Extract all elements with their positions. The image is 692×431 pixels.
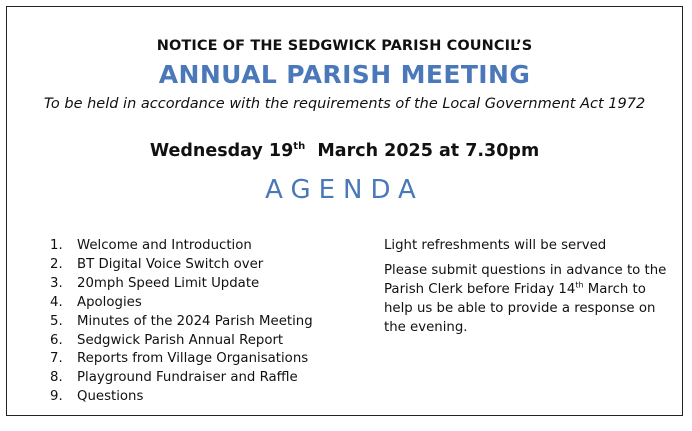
meeting-title: ANNUAL PARISH MEETING (158, 60, 531, 89)
questions-text-after: March to help us be able to provide a response on the evening. (384, 281, 656, 335)
notice-frame (6, 6, 683, 416)
meeting-subtitle: To be held in accordance with the requirements of the Local Government Act 1972 (43, 96, 646, 112)
agenda-item (50, 332, 313, 351)
agenda-item-number: 1. (50, 238, 63, 253)
agenda-item-number: 7. (50, 351, 63, 367)
agenda-item-label: Questions (77, 389, 144, 405)
agenda-item-label: BT Digital Voice Switch over (77, 256, 264, 272)
agenda-item (50, 237, 313, 256)
agenda-item (50, 256, 313, 275)
agenda-item (50, 388, 313, 407)
agenda-item-label: 20mph Speed Limit Update (77, 275, 260, 291)
agenda-item (50, 275, 313, 294)
agenda-item (50, 313, 313, 332)
agenda-item-number: 6. (50, 332, 63, 348)
questions-date-suffix: th (575, 280, 584, 290)
agenda-item (50, 369, 313, 388)
notice-heading: NOTICE OF THE SEDGWICK PARISH COUNCIL’S (156, 38, 533, 54)
agenda-item-number: 4. (50, 294, 63, 310)
agenda-item (50, 294, 313, 313)
date-day: Wednesday 19 (149, 141, 294, 161)
agenda-item-label: Welcome and Introduction (77, 238, 252, 253)
agenda-item-number: 3. (50, 275, 63, 291)
agenda-item-number: 9. (50, 389, 63, 405)
questions-note (384, 262, 674, 338)
agenda-item-label: Minutes of the 2024 Parish Meeting (77, 313, 313, 329)
questions-text-before: Please submit questions in advance to the Parish Clerk before Friday 14 (384, 262, 667, 297)
agenda-item-label: Apologies (77, 294, 142, 310)
meeting-date (7, 141, 682, 161)
agenda-item-label: Sedgwick Parish Annual Report (77, 332, 284, 348)
agenda-item (50, 350, 313, 369)
agenda-list (50, 237, 313, 407)
agenda-heading: AGENDA (265, 175, 424, 205)
agenda-item-number: 2. (50, 256, 63, 272)
side-notes (384, 237, 674, 338)
agenda-item-number: 5. (50, 313, 63, 329)
date-suffix: th (293, 141, 306, 153)
refreshments-note: Light refreshments will be served (384, 238, 607, 253)
agenda-item-label: Playground Fundraiser and Raffle (77, 370, 298, 386)
date-rest: March 2025 at 7.30pm (317, 141, 540, 161)
agenda-item-label: Reports from Village Organisations (77, 351, 309, 367)
agenda-item-number: 8. (50, 370, 63, 386)
